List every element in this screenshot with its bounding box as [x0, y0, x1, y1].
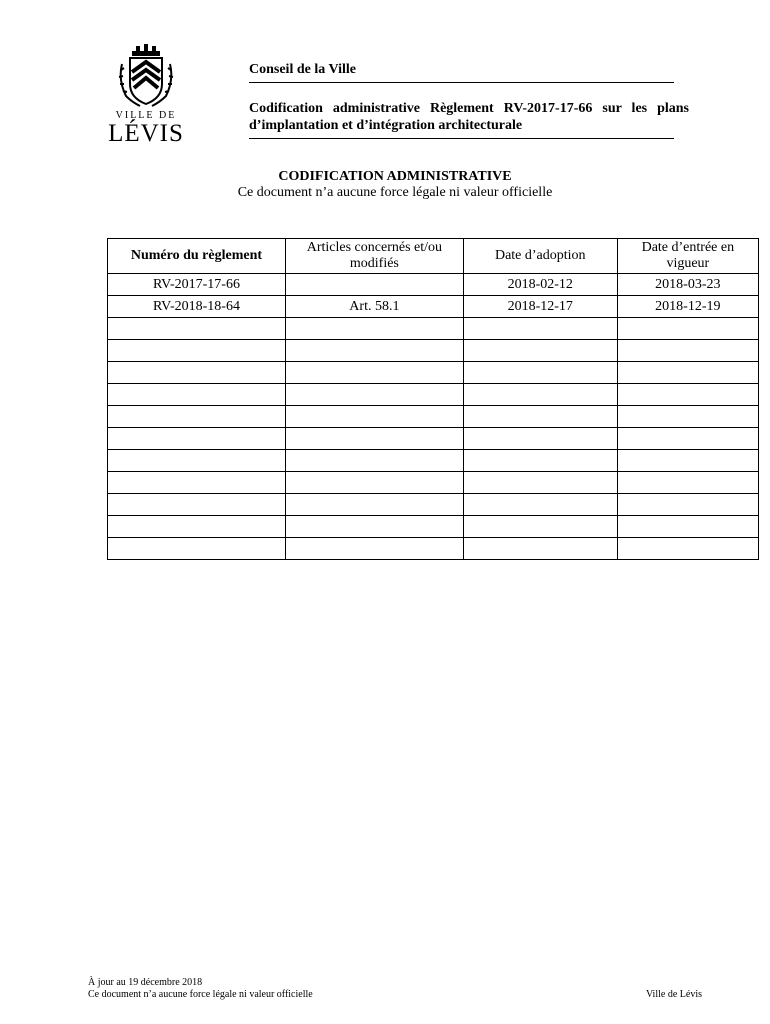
empty-table-row [108, 472, 759, 494]
table-header-row [108, 239, 759, 274]
empty-table-row [108, 318, 759, 340]
empty-table-row [108, 362, 759, 384]
amendments-table [107, 238, 759, 560]
document-title: Codification administrative Règlement RV-2017-17-66 sur les plans d’implantation et d’intégration architecturale [249, 101, 689, 133]
col-header-effective-date: Date d’entrée en vigueur [617, 239, 758, 274]
codification-heading: CODIFICATION ADMINISTRATIVE [278, 169, 512, 184]
empty-table-row [108, 406, 759, 428]
council-name: Conseil de la Ville [249, 62, 356, 77]
cell-regulation-number: RV-2017-17-66 [108, 274, 286, 296]
cell-adoption-date: 2018-02-12 [463, 274, 617, 296]
logo-text-levis: LÉVIS [108, 120, 184, 147]
cell-adoption-date: 2018-12-17 [463, 296, 617, 318]
empty-table-row [108, 494, 759, 516]
footer-city: Ville de Lévis [645, 989, 702, 1000]
empty-table-row [108, 538, 759, 560]
footer-update-date: À jour au 19 décembre 2018 [88, 977, 203, 988]
cell-effective-date: 2018-03-23 [617, 274, 758, 296]
cell-regulation-number: RV-2018-18-64 [108, 296, 286, 318]
col-header-articles: Articles concernés et/ou modifiés [285, 239, 463, 274]
document-header [249, 62, 689, 139]
col-header-regulation-number: Numéro du règlement [108, 239, 286, 274]
empty-table-row [108, 384, 759, 406]
table-row [108, 296, 759, 318]
logo-text-ville-de: VILLE DE [115, 110, 177, 121]
city-logo [100, 44, 192, 146]
codification-disclaimer: Ce document n’a aucune force légale ni valeur officielle [237, 185, 553, 200]
empty-table-row [108, 428, 759, 450]
footer-disclaimer: Ce document n’a aucune force légale ni valeur officielle [88, 989, 313, 1000]
title-rule [249, 138, 674, 139]
codification-notice [0, 169, 770, 201]
empty-table-row [108, 516, 759, 538]
empty-table-row [108, 340, 759, 362]
coat-of-arms-icon [118, 44, 174, 108]
table-row [108, 274, 759, 296]
col-header-adoption-date: Date d’adoption [463, 239, 617, 274]
header-rule [249, 82, 674, 83]
cell-effective-date: 2018-12-19 [617, 296, 758, 318]
cell-articles [285, 274, 463, 296]
cell-articles: Art. 58.1 [285, 296, 463, 318]
page-footer [88, 977, 708, 1001]
empty-table-row [108, 450, 759, 472]
